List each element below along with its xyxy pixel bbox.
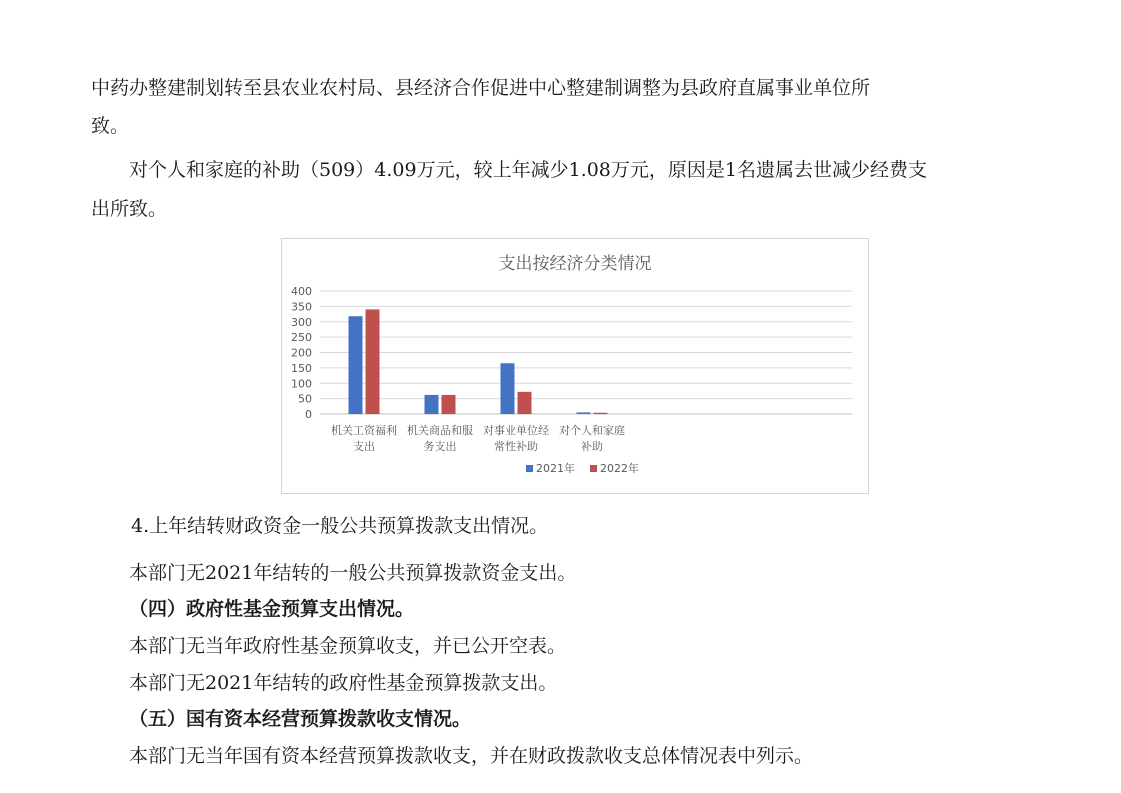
y-tick-label: 250 [291, 331, 312, 345]
y-tick-label: 100 [291, 377, 312, 391]
chart-title: 支出按经济分类情况 [498, 254, 652, 274]
y-tick-label: 350 [291, 300, 312, 314]
bar [366, 309, 380, 414]
y-tick-label: 300 [291, 315, 312, 329]
y-tick-label: 50 [298, 392, 312, 406]
paragraph-line: 致。 [91, 115, 130, 137]
bar [577, 412, 591, 414]
legend-swatch [590, 465, 597, 472]
paragraph-line: 本部门无当年政府性基金预算收支，并已公开空表。 [129, 635, 567, 657]
list-item-heading: 4.上年结转财政资金一般公共预算拨款支出情况。 [131, 515, 549, 537]
bar [501, 363, 515, 414]
legend-label: 2021年 [536, 462, 575, 475]
x-category-label: 务支出 [423, 440, 457, 453]
x-category-label: 对事业单位经 [483, 424, 549, 437]
x-category-label: 补助 [581, 440, 603, 453]
bar [518, 392, 532, 414]
x-category-label: 机关商品和服 [407, 424, 473, 437]
paragraph-line: 出所致。 [91, 198, 168, 220]
bar [349, 316, 363, 414]
section-heading: （四）政府性基金预算支出情况。 [129, 598, 415, 620]
legend-swatch [526, 465, 533, 472]
x-category-label: 常性补助 [494, 440, 538, 453]
y-tick-label: 200 [291, 346, 312, 360]
paragraph-line: 本部门无2021年结转的一般公共预算拨款资金支出。 [129, 562, 577, 584]
y-tick-label: 0 [305, 408, 312, 421]
paragraph-line: 本部门无当年国有资本经营预算拨款收支，并在财政拨款收支总体情况表中列示。 [129, 745, 814, 767]
y-tick-label: 400 [291, 285, 312, 298]
paragraph-line: 中药办整建制划转至县农业农村局、县经济合作促进中心整建制调整为县政府直属事业单位所 [91, 77, 871, 99]
x-category-label: 机关工资福利 [331, 424, 397, 437]
paragraph-line: 本部门无2021年结转的政府性基金预算拨款支出。 [129, 672, 558, 694]
chart-canvas [282, 239, 868, 493]
section-heading: （五）国有资本经营预算拨款收支情况。 [129, 708, 472, 730]
x-category-label: 支出 [353, 440, 375, 453]
bar-chart [281, 238, 869, 494]
y-tick-label: 150 [291, 361, 312, 375]
x-category-label: 对个人和家庭 [559, 424, 625, 437]
paragraph-line: 对个人和家庭的补助（509）4.09万元，较上年减少1.08万元，原因是1名遗属去世减少经费支 [129, 159, 927, 181]
bar [594, 413, 608, 414]
bar [425, 395, 439, 414]
bar [442, 395, 456, 414]
legend-label: 2022年 [600, 462, 639, 475]
